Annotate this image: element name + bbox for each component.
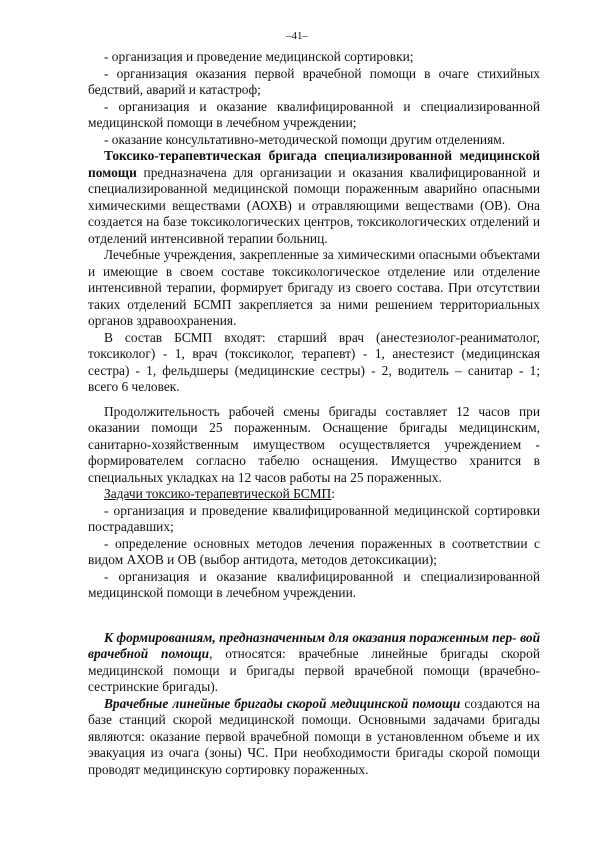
document-body [88,49,540,778]
toxic-brigade-description: предназначена для организации и оказания квалифицированной и специализированной медицинской помощи пораженным аварийно опасными химическими веществами (АОХВ) и отравляющими веществами (ОВ). Она создается на базе токсикологических центров, токсикологических отделений и отделений интенсивной терапии больниц. [88,164,540,246]
paragraph-shift-duration: Продолжительность рабочей смены бригады составляет 12 часов при оказании помощи 25 пораженным. Оснащение бригады медицинским, санитарно-хозяйственным имуществом осуществляется учреждением - формирователем согласно табелю оснащения. Имущество хранится в специальных укладках на 12 часов работы на 25 пораженных. [88,403,540,485]
ambulance-brigades-term: Врачебные линейные бригады скорой медицинской помощи [104,695,461,711]
paragraph-ambulance-brigades [88,696,540,779]
paragraph-task-sorting: - организация и проведение медицинской сортировки; [104,49,414,64]
tasks-heading-underlined: Задачи токсико-терапевтической БСМП [104,486,332,501]
first-aid-formations-description: , относятся: врачебные линейные бригады скорой медицинской помощи и бригады первой врачебной помощи (врачебно-сестринские бригады). [88,646,540,694]
paragraph-tasks-heading: Задачи токсико-терапевтической БСМП: [104,486,335,501]
paragraph-brigade-composition: В состав БСМП входят: старший врач (анестезиолог-реаниматолог, токсиколог) - 1, врач (токсиколог, терапевт) - 1, анестезист (медицинская сестра) - 1, фельдшеры (медицинские сестры) - 2, водитель – санитар - 1; всего 6 человек. [88,329,540,394]
paragraph-task-first-aid: - организация оказания первой врачебной помощи в очаге стихийных бедствий, аварий и катастроф; [88,65,540,97]
paragraph-first-aid-formations [88,630,540,696]
ambulance-brigades-description: создаются на базе станций скорой медицинской помощи. Основными задачами бригады являются: оказание первой врачебной помощи в установленном объеме и их эвакуация из очага (зоны) ЧС. При необходимости бригады скорой помощи проводят медицинскую сортировку пораженных. [88,695,540,777]
first-aid-formations-term-1: К формированиям, предназначенным для оказания пораженным пер- [104,629,517,645]
paragraph-toxic-task-care: - организация и оказание квалифицированной и специализированной медицинской помощи в лечебном учреждении. [88,568,540,600]
first-aid-formations-term-2: вой врачебной помощи [88,629,541,661]
page-number: –41– [286,30,308,42]
paragraph-toxic-task-sorting: - организация и проведение квалифицированной медицинской сортировки пострадавших; [88,502,540,534]
toxic-brigade-term: Токсико-терапевтическая бригада специализированной медицинской помощи [88,148,540,180]
paragraph-task-consulting: - оказание консультативно-методической помощи другим отделениям. [104,131,506,147]
paragraph-toxic-task-methods: - определение основных методов лечения пораженных в соответствии с видом АХОВ и ОВ (выбор антидота, методов детоксикации); [88,535,540,567]
paragraph-toxic-brigade [88,148,540,247]
paragraph-task-specialized-care: - организация и оказание квалифицированной и специализированной медицинской помощи в лечебном учреждении; [88,98,540,130]
paragraph-medical-institutions: Лечебные учреждения, закрепленные за химическими опасными объектами и имеющие в своем составе токсикологическое отделение или отделение интенсивной терапии, формирует бригаду из своего состава. При отсутствии таких отделений БСМП закрепляется за ними решением территориальных органов здравоохранения. [88,247,540,328]
